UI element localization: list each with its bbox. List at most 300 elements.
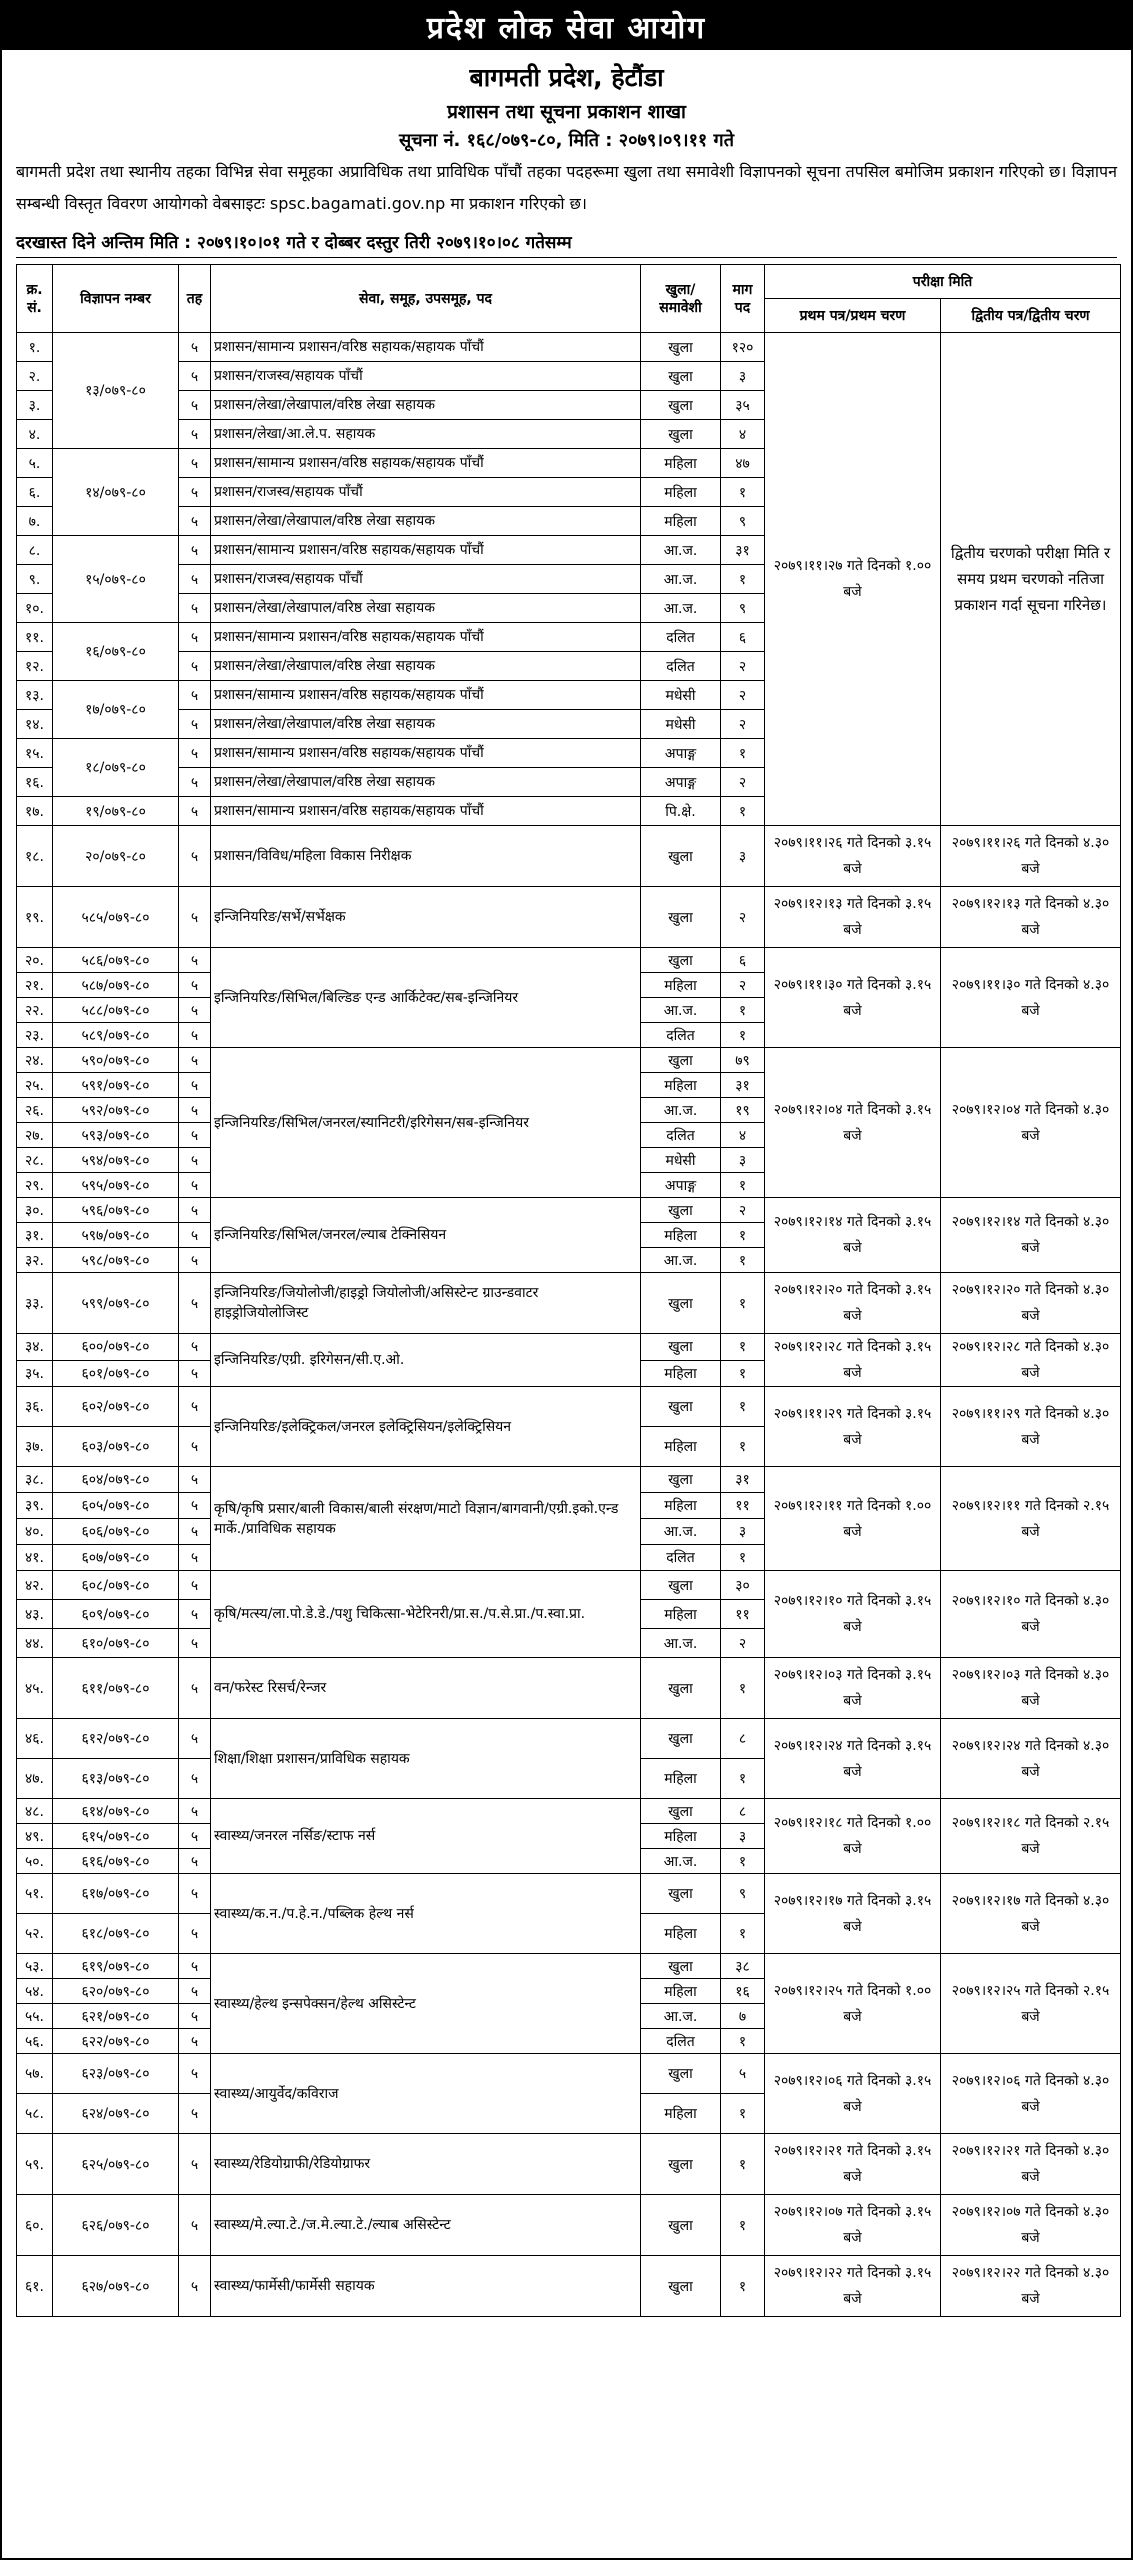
exam-paper1-cell: २०७९।१२।१३ गते दिनको ३.१५ बजे: [765, 887, 941, 948]
service-cell: प्रशासन/सामान्य प्रशासन/वरिष्ठ सहायक/सहायक पाँचौं: [211, 797, 641, 826]
type-cell: आ.ज.: [641, 594, 721, 623]
service-cell: प्रशासन/राजस्व/सहायक पाँचौं: [211, 478, 641, 507]
adv-number-cell: ५९६/०७९-८०: [53, 1198, 179, 1223]
demand-cell: ११: [721, 1493, 765, 1519]
demand-cell: १: [721, 739, 765, 768]
level-cell: ५: [179, 948, 211, 973]
adv-number-cell: ५८८/०७९-८०: [53, 998, 179, 1023]
header-adv-number: विज्ञापन नम्बर: [53, 265, 179, 333]
exam-paper1-cell: २०७९।११।२७ गते दिनको १.०० बजे: [765, 333, 941, 826]
sn-cell: ४७.: [17, 1759, 53, 1799]
demand-cell: ३१: [721, 1073, 765, 1098]
adv-number-cell: ५९७/०७९-८०: [53, 1223, 179, 1248]
demand-cell: १: [721, 1223, 765, 1248]
sn-cell: ३.: [17, 391, 53, 420]
demand-cell: १: [721, 1545, 765, 1571]
level-cell: ५: [179, 1173, 211, 1198]
sn-cell: ३१.: [17, 1223, 53, 1248]
demand-cell: २: [721, 710, 765, 739]
demand-cell: १२०: [721, 333, 765, 362]
level-cell: ५: [179, 1467, 211, 1493]
level-cell: ५: [179, 2004, 211, 2029]
type-cell: खुला: [641, 391, 721, 420]
level-cell: ५: [179, 2094, 211, 2134]
demand-cell: ४: [721, 420, 765, 449]
sn-cell: ३५.: [17, 1360, 53, 1387]
service-cell: स्वास्थ्य/मे.ल्या.टे./ज.मे.ल्या.टे./ल्याब असिस्टेन्ट: [211, 2195, 641, 2256]
demand-cell: १: [721, 2256, 765, 2317]
adv-number-cell: ५९३/०७९-८०: [53, 1123, 179, 1148]
type-cell: महिला: [641, 507, 721, 536]
demand-cell: १: [721, 565, 765, 594]
level-cell: ५: [179, 1600, 211, 1629]
service-cell: प्रशासन/सामान्य प्रशासन/वरिष्ठ सहायक/सहायक पाँचौं: [211, 333, 641, 362]
sn-cell: ६०.: [17, 2195, 53, 2256]
type-cell: खुला: [641, 887, 721, 948]
demand-cell: २: [721, 681, 765, 710]
demand-cell: ९: [721, 594, 765, 623]
adv-number-cell: ६१४/०७९-८०: [53, 1799, 179, 1824]
level-cell: ५: [179, 1824, 211, 1849]
sn-cell: ५८.: [17, 2094, 53, 2134]
sn-cell: ३०.: [17, 1198, 53, 1223]
type-cell: खुला: [641, 2256, 721, 2317]
level-cell: ५: [179, 1979, 211, 2004]
level-cell: ५: [179, 623, 211, 652]
type-cell: महिला: [641, 1427, 721, 1467]
adv-number-cell: १४/०७९-८०: [53, 449, 179, 536]
adv-number-cell: ५९१/०७९-८०: [53, 1073, 179, 1098]
level-cell: ५: [179, 1248, 211, 1273]
adv-number-cell: ६२५/०७९-८०: [53, 2134, 179, 2195]
sn-cell: ४९.: [17, 1824, 53, 1849]
service-cell: कृषि/मत्स्य/ला.पो.डे.डे./पशु चिकित्सा-भेटेरिनरी/प्रा.स./प.से.प्रा./प.स्वा.प्रा.: [211, 1571, 641, 1658]
level-cell: ५: [179, 1387, 211, 1427]
type-cell: खुला: [641, 1467, 721, 1493]
sn-cell: १३.: [17, 681, 53, 710]
demand-cell: ३: [721, 1148, 765, 1173]
adv-number-cell: ५८६/०७९-८०: [53, 948, 179, 973]
sn-cell: ५०.: [17, 1849, 53, 1874]
type-cell: दलित: [641, 2029, 721, 2054]
sn-cell: ५१.: [17, 1874, 53, 1914]
type-cell: आ.ज.: [641, 1849, 721, 1874]
sn-cell: ३९.: [17, 1493, 53, 1519]
demand-cell: १: [721, 1427, 765, 1467]
service-cell: इन्जिनियरिङ/सिभिल/जनरल/स्यानिटरी/इरिगेसन/सब-इन्जिनियर: [211, 1048, 641, 1198]
demand-cell: १: [721, 1173, 765, 1198]
sn-cell: ४८.: [17, 1799, 53, 1824]
adv-number-cell: ६२२/०७९-८०: [53, 2029, 179, 2054]
adv-number-cell: ५८७/०७९-८०: [53, 973, 179, 998]
sn-cell: २४.: [17, 1048, 53, 1073]
sn-cell: १५.: [17, 739, 53, 768]
sn-cell: ५७.: [17, 2054, 53, 2094]
table-row: [17, 1874, 1121, 1914]
demand-cell: ३१: [721, 1467, 765, 1493]
demand-cell: ७: [721, 2004, 765, 2029]
exam-paper1-cell: २०७९।१२।१७ गते दिनको ३.१५ बजे: [765, 1874, 941, 1954]
service-cell: प्रशासन/लेखा/लेखापाल/वरिष्ठ लेखा सहायक: [211, 652, 641, 681]
type-cell: खुला: [641, 2195, 721, 2256]
adv-number-cell: ५९०/०७९-८०: [53, 1048, 179, 1073]
sn-cell: १२.: [17, 652, 53, 681]
sn-cell: २.: [17, 362, 53, 391]
level-cell: ५: [179, 594, 211, 623]
level-cell: ५: [179, 565, 211, 594]
type-cell: महिला: [641, 1600, 721, 1629]
exam-paper2-cell: २०७९।१२।२१ गते दिनको ४.३० बजे: [941, 2134, 1121, 2195]
level-cell: ५: [179, 2029, 211, 2054]
type-cell: खुला: [641, 2054, 721, 2094]
table-row: [17, 2054, 1121, 2094]
table-row: [17, 1273, 1121, 1334]
exam-paper2-cell: २०७९।१२।१३ गते दिनको ४.३० बजे: [941, 887, 1121, 948]
sn-cell: ३४.: [17, 1334, 53, 1361]
adv-number-cell: ६२७/०७९-८०: [53, 2256, 179, 2317]
adv-number-cell: २०/०७९-८०: [53, 826, 179, 887]
level-cell: ५: [179, 507, 211, 536]
level-cell: ५: [179, 1719, 211, 1759]
sn-cell: ५६.: [17, 2029, 53, 2054]
adv-number-cell: ६१७/०७९-८०: [53, 1874, 179, 1914]
service-cell: स्वास्थ्य/हेल्थ इन्सपेक्सन/हेल्थ असिस्टेन्ट: [211, 1954, 641, 2054]
vacancy-table: [16, 264, 1121, 2317]
exam-paper2-cell: २०७९।१२।०३ गते दिनको ४.३० बजे: [941, 1658, 1121, 1719]
exam-paper2-cell: २०७९।१२।१० गते दिनको ४.३० बजे: [941, 1571, 1121, 1658]
exam-paper1-cell: २०७९।१२।०६ गते दिनको ३.१५ बजे: [765, 2054, 941, 2134]
header-service: सेवा, समूह, उपसमूह, पद: [211, 265, 641, 333]
service-cell: प्रशासन/लेखा/लेखापाल/वरिष्ठ लेखा सहायक: [211, 507, 641, 536]
sn-cell: ३३.: [17, 1273, 53, 1334]
service-cell: प्रशासन/सामान्य प्रशासन/वरिष्ठ सहायक/सहायक पाँचौं: [211, 681, 641, 710]
type-cell: पि.क्षे.: [641, 797, 721, 826]
adv-number-cell: ६१२/०७९-८०: [53, 1719, 179, 1759]
demand-cell: ८: [721, 1799, 765, 1824]
type-cell: अपाङ्ग: [641, 739, 721, 768]
type-cell: महिला: [641, 1979, 721, 2004]
exam-paper2-cell: २०७९।१२।१४ गते दिनको ४.३० बजे: [941, 1198, 1121, 1273]
level-cell: ५: [179, 1198, 211, 1223]
sn-cell: ६.: [17, 478, 53, 507]
sn-cell: १४.: [17, 710, 53, 739]
header-demand: माग पद: [721, 265, 765, 333]
demand-cell: १: [721, 1759, 765, 1799]
table-row: [17, 826, 1121, 887]
level-cell: ५: [179, 1493, 211, 1519]
sn-cell: १.: [17, 333, 53, 362]
sn-cell: २६.: [17, 1098, 53, 1123]
adv-number-cell: ५९२/०७९-८०: [53, 1098, 179, 1123]
service-cell: प्रशासन/सामान्य प्रशासन/वरिष्ठ सहायक/सहायक पाँचौं: [211, 623, 641, 652]
level-cell: ५: [179, 652, 211, 681]
sn-cell: ५९.: [17, 2134, 53, 2195]
table-row: [17, 1571, 1121, 1600]
service-cell: प्रशासन/सामान्य प्रशासन/वरिष्ठ सहायक/सहायक पाँचौं: [211, 739, 641, 768]
demand-cell: १: [721, 2195, 765, 2256]
adv-number-cell: ६२६/०७९-८०: [53, 2195, 179, 2256]
demand-cell: १: [721, 2134, 765, 2195]
sn-cell: ५२.: [17, 1914, 53, 1954]
level-cell: ५: [179, 1519, 211, 1545]
type-cell: आ.ज.: [641, 1098, 721, 1123]
service-cell: प्रशासन/सामान्य प्रशासन/वरिष्ठ सहायक/सहायक पाँचौं: [211, 536, 641, 565]
demand-cell: १: [721, 998, 765, 1023]
service-cell: इन्जिनियरिङ/सिभिल/बिल्डिङ एन्ड आर्किटेक्ट/सब-इन्जिनियर: [211, 948, 641, 1048]
level-cell: ५: [179, 2054, 211, 2094]
adv-number-cell: ६१६/०७९-८०: [53, 1849, 179, 1874]
type-cell: महिला: [641, 1914, 721, 1954]
sn-cell: २९.: [17, 1173, 53, 1198]
level-cell: ५: [179, 1874, 211, 1914]
type-cell: आ.ज.: [641, 565, 721, 594]
type-cell: मधेसी: [641, 710, 721, 739]
adv-number-cell: १६/०७९-८०: [53, 623, 179, 681]
demand-cell: ३: [721, 362, 765, 391]
demand-cell: २: [721, 973, 765, 998]
intro-paragraph: बागमती प्रदेश तथा स्थानीय तहका विभिन्न सेवा समूहका अप्राविधिक तथा प्राविधिक पाँचौं तहका पदहरूमा खुला तथा समावेशी विज्ञापनको सूचना तपसिल बमोजिम प्रकाशन गरिएको छ। विज्ञापन सम्बन्धी विस्तृत विवरण आयोगको वेबसाइटः spsc.bagamati.gov.np मा प्रकाशन गरिएको छ।: [16, 162, 1117, 213]
service-cell: शिक्षा/शिक्षा प्रशासन/प्राविधिक सहायक: [211, 1719, 641, 1799]
demand-cell: १: [721, 797, 765, 826]
type-cell: खुला: [641, 1799, 721, 1824]
level-cell: ५: [179, 1571, 211, 1600]
exam-paper1-cell: २०७९।११।२९ गते दिनको ३.१५ बजे: [765, 1387, 941, 1467]
type-cell: दलित: [641, 1545, 721, 1571]
adv-number-cell: ६२१/०७९-८०: [53, 2004, 179, 2029]
type-cell: खुला: [641, 826, 721, 887]
level-cell: ५: [179, 998, 211, 1023]
vacancy-table-body: [17, 333, 1121, 2317]
sn-cell: २२.: [17, 998, 53, 1023]
demand-cell: १: [721, 1023, 765, 1048]
service-cell: इन्जिनियरिङ/एग्री. इरिगेसन/सी.ए.ओ.: [211, 1334, 641, 1387]
adv-number-cell: ६१५/०७९-८०: [53, 1824, 179, 1849]
demand-cell: १: [721, 1914, 765, 1954]
exam-paper1-cell: २०७९।१२।२२ गते दिनको ३.१५ बजे: [765, 2256, 941, 2317]
demand-cell: १: [721, 1273, 765, 1334]
service-cell: कृषि/कृषि प्रसार/बाली विकास/बाली संरक्षण/माटो विज्ञान/बागवानी/एग्री.इको.एन्ड मार्के./प्राविधिक सहायक: [211, 1467, 641, 1571]
table-row: [17, 1719, 1121, 1759]
sn-cell: २५.: [17, 1073, 53, 1098]
service-cell: स्वास्थ्य/फार्मेसी/फार्मेसी सहायक: [211, 2256, 641, 2317]
exam-paper2-cell: २०७९।१२।२२ गते दिनको ४.३० बजे: [941, 2256, 1121, 2317]
demand-cell: १: [721, 1849, 765, 1874]
adv-number-cell: १९/०७९-८०: [53, 797, 179, 826]
exam-paper2-cell: २०७९।१२।०७ गते दिनको ४.३० बजे: [941, 2195, 1121, 2256]
table-row: [17, 1387, 1121, 1427]
demand-cell: २: [721, 652, 765, 681]
type-cell: आ.ज.: [641, 2004, 721, 2029]
sn-cell: १७.: [17, 797, 53, 826]
sn-cell: ४४.: [17, 1629, 53, 1658]
level-cell: ५: [179, 449, 211, 478]
exam-paper1-cell: २०७९।१२।०७ गते दिनको ३.१५ बजे: [765, 2195, 941, 2256]
sn-cell: ४.: [17, 420, 53, 449]
header-paper2: द्वितीय पत्र/द्वितीय चरण: [941, 299, 1121, 333]
sn-cell: ४३.: [17, 1600, 53, 1629]
demand-cell: १६: [721, 1979, 765, 2004]
adv-number-cell: १८/०७९-८०: [53, 739, 179, 797]
level-cell: ५: [179, 1223, 211, 1248]
demand-cell: ३८: [721, 1954, 765, 1979]
type-cell: आ.ज.: [641, 1248, 721, 1273]
service-cell: इन्जिनियरिङ/जियोलोजी/हाइड्रो जियोलोजी/असिस्टेन्ट ग्राउन्डवाटर हाइड्रोजियोलोजिस्ट: [211, 1273, 641, 1334]
demand-cell: ४: [721, 1123, 765, 1148]
exam-paper2-cell: २०७९।१२।०४ गते दिनको ४.३० बजे: [941, 1048, 1121, 1198]
sn-cell: २३.: [17, 1023, 53, 1048]
sn-cell: ४६.: [17, 1719, 53, 1759]
sn-cell: ५.: [17, 449, 53, 478]
type-cell: खुला: [641, 1334, 721, 1361]
service-cell: वन/फरेस्ट रिसर्च/रेन्जर: [211, 1658, 641, 1719]
exam-second-stage-note: द्वितीय चरणको परीक्षा मिति र समय प्रथम चरणको नतिजा प्रकाशन गर्दा सूचना गरिनेछ।: [941, 333, 1121, 826]
exam-paper1-cell: २०७९।११।२६ गते दिनको ३.१५ बजे: [765, 826, 941, 887]
header-type: खुला/ समावेशी: [641, 265, 721, 333]
type-cell: आ.ज.: [641, 1629, 721, 1658]
sn-cell: १८.: [17, 826, 53, 887]
table-row: [17, 1954, 1121, 1979]
exam-paper1-cell: २०७९।१२।०३ गते दिनको ३.१५ बजे: [765, 1658, 941, 1719]
type-cell: खुला: [641, 362, 721, 391]
demand-cell: १: [721, 1658, 765, 1719]
type-cell: खुला: [641, 1273, 721, 1334]
type-cell: खुला: [641, 1571, 721, 1600]
level-cell: ५: [179, 768, 211, 797]
type-cell: खुला: [641, 1954, 721, 1979]
header-exam-date: परीक्षा मिति: [765, 265, 1121, 299]
type-cell: खुला: [641, 420, 721, 449]
adv-number-cell: १३/०७९-८०: [53, 333, 179, 449]
demand-cell: २: [721, 887, 765, 948]
service-cell: स्वास्थ्य/जनरल नर्सिङ/स्टाफ नर्स: [211, 1799, 641, 1874]
level-cell: ५: [179, 1759, 211, 1799]
service-cell: इन्जिनियरिङ/सिभिल/जनरल/ल्याब टेक्निसियन: [211, 1198, 641, 1273]
level-cell: ५: [179, 739, 211, 768]
header-sn: क्र. सं.: [17, 265, 53, 333]
section-title: प्रशासन तथा सूचना प्रकाशन शाखा: [447, 101, 686, 123]
level-cell: ५: [179, 1273, 211, 1334]
level-cell: ५: [179, 1914, 211, 1954]
adv-number-cell: ६१९/०७९-८०: [53, 1954, 179, 1979]
level-cell: ५: [179, 1658, 211, 1719]
exam-paper1-cell: २०७९।१२।२४ गते दिनको ३.१५ बजे: [765, 1719, 941, 1799]
level-cell: ५: [179, 2256, 211, 2317]
adv-number-cell: ५९९/०७९-८०: [53, 1273, 179, 1334]
demand-cell: ३: [721, 1824, 765, 1849]
demand-cell: ३: [721, 1519, 765, 1545]
level-cell: ५: [179, 478, 211, 507]
table-row: [17, 333, 1121, 362]
type-cell: महिला: [641, 973, 721, 998]
adv-number-cell: ६११/०७९-८०: [53, 1658, 179, 1719]
type-cell: खुला: [641, 1387, 721, 1427]
service-cell: प्रशासन/राजस्व/सहायक पाँचौं: [211, 565, 641, 594]
type-cell: महिला: [641, 449, 721, 478]
service-cell: स्वास्थ्य/रेडियोग्राफी/रेडियोग्राफर: [211, 2134, 641, 2195]
adv-number-cell: ६०२/०७९-८०: [53, 1387, 179, 1427]
sn-cell: २०.: [17, 948, 53, 973]
demand-cell: ७९: [721, 1048, 765, 1073]
table-row: [17, 2195, 1121, 2256]
demand-cell: १: [721, 1334, 765, 1361]
adv-number-cell: ६०१/०७९-८०: [53, 1360, 179, 1387]
table-row: [17, 1048, 1121, 1073]
level-cell: ५: [179, 973, 211, 998]
sn-cell: ५३.: [17, 1954, 53, 1979]
exam-paper1-cell: २०७९।१२।१४ गते दिनको ३.१५ बजे: [765, 1198, 941, 1273]
sn-cell: ४२.: [17, 1571, 53, 1600]
type-cell: महिला: [641, 2094, 721, 2134]
type-cell: खुला: [641, 1198, 721, 1223]
exam-paper2-cell: २०७९।१२।११ गते दिनको २.१५ बजे: [941, 1467, 1121, 1571]
type-cell: खुला: [641, 948, 721, 973]
demand-cell: १: [721, 1248, 765, 1273]
type-cell: महिला: [641, 478, 721, 507]
table-row: [17, 1658, 1121, 1719]
sn-cell: २८.: [17, 1148, 53, 1173]
commission-banner: प्रदेश लोक सेवा आयोग: [2, 2, 1131, 50]
adv-number-cell: ६२०/०७९-८०: [53, 1979, 179, 2004]
type-cell: दलित: [641, 1123, 721, 1148]
level-cell: ५: [179, 1849, 211, 1874]
type-cell: महिला: [641, 1759, 721, 1799]
table-row: [17, 887, 1121, 948]
type-cell: महिला: [641, 1360, 721, 1387]
sn-cell: ९.: [17, 565, 53, 594]
level-cell: ५: [179, 1334, 211, 1361]
type-cell: महिला: [641, 1073, 721, 1098]
level-cell: ५: [179, 2134, 211, 2195]
sn-cell: ३६.: [17, 1387, 53, 1427]
type-cell: दलित: [641, 652, 721, 681]
type-cell: आ.ज.: [641, 998, 721, 1023]
demand-cell: २: [721, 1198, 765, 1223]
level-cell: ५: [179, 391, 211, 420]
sn-cell: ४५.: [17, 1658, 53, 1719]
level-cell: ५: [179, 797, 211, 826]
table-row: [17, 1198, 1121, 1223]
adv-number-cell: ५९५/०७९-८०: [53, 1173, 179, 1198]
sn-cell: ११.: [17, 623, 53, 652]
adv-number-cell: ६०६/०७९-८०: [53, 1519, 179, 1545]
type-cell: मधेसी: [641, 681, 721, 710]
level-cell: ५: [179, 1545, 211, 1571]
adv-number-cell: ६१३/०७९-८०: [53, 1759, 179, 1799]
type-cell: खुला: [641, 1719, 721, 1759]
demand-cell: १९: [721, 1098, 765, 1123]
level-cell: ५: [179, 1427, 211, 1467]
sn-cell: ३८.: [17, 1467, 53, 1493]
level-cell: ५: [179, 536, 211, 565]
sn-cell: १९.: [17, 887, 53, 948]
type-cell: दलित: [641, 1023, 721, 1048]
exam-paper1-cell: २०७९।१२।२० गते दिनको ३.१५ बजे: [765, 1273, 941, 1334]
type-cell: महिला: [641, 1824, 721, 1849]
adv-number-cell: ५९४/०७९-८०: [53, 1148, 179, 1173]
level-cell: ५: [179, 1023, 211, 1048]
exam-paper1-cell: २०७९।१२।२५ गते दिनको १.०० बजे: [765, 1954, 941, 2054]
demand-cell: ८: [721, 1719, 765, 1759]
sn-cell: ३२.: [17, 1248, 53, 1273]
demand-cell: ९: [721, 1874, 765, 1914]
exam-paper2-cell: २०७९।१२।१८ गते दिनको २.१५ बजे: [941, 1799, 1121, 1874]
demand-cell: १: [721, 1387, 765, 1427]
demand-cell: ३१: [721, 536, 765, 565]
sn-cell: ५४.: [17, 1979, 53, 2004]
table-row: [17, 1334, 1121, 1361]
service-cell: प्रशासन/लेखा/लेखापाल/वरिष्ठ लेखा सहायक: [211, 391, 641, 420]
sn-cell: १०.: [17, 594, 53, 623]
